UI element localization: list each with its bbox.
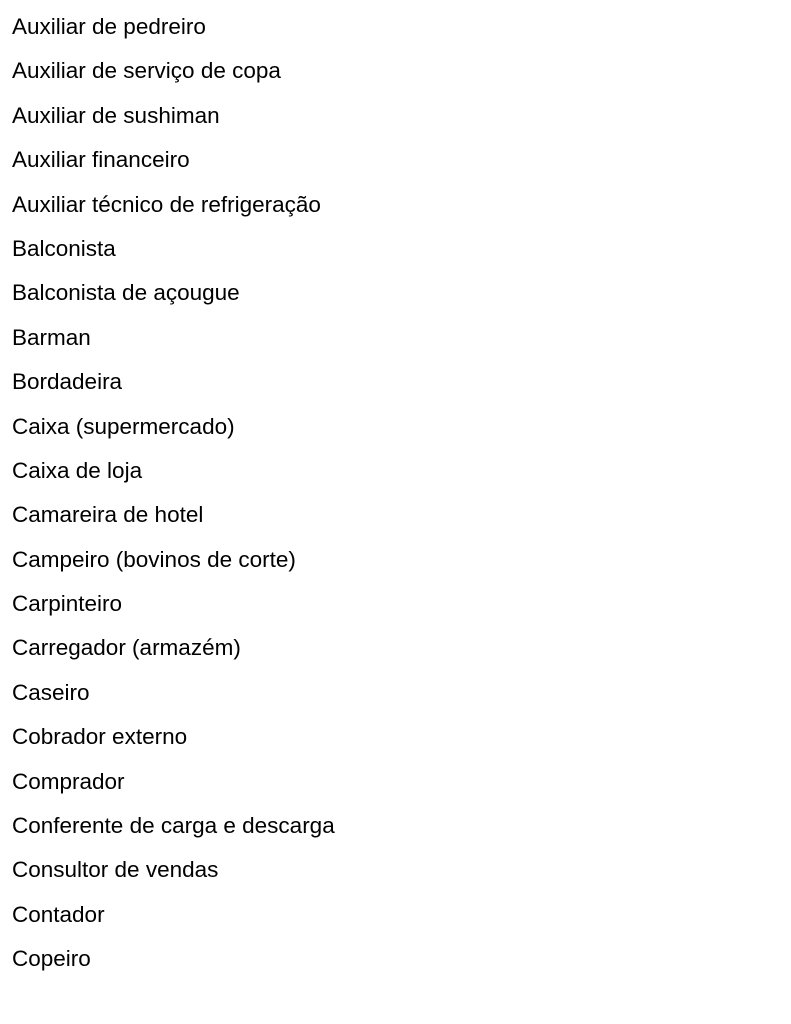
list-item: Caixa de loja — [12, 457, 143, 483]
list-item: Comprador — [12, 768, 125, 794]
list-item: Cobrador externo — [12, 724, 188, 750]
list-item: Consultor de vendas — [12, 857, 219, 883]
list-item: Caseiro — [12, 679, 90, 705]
list-item: Caixa (supermercado) — [12, 413, 235, 439]
list-item: Camareira de hotel — [12, 502, 204, 528]
job-title-list — [12, 5, 335, 982]
list-item: Contador — [12, 901, 105, 927]
list-item: Auxiliar de pedreiro — [12, 14, 206, 39]
list-item: Conferente de carga e descarga — [12, 813, 335, 839]
list-item: Auxiliar de serviço de copa — [12, 58, 281, 84]
list-item: Auxiliar de sushiman — [12, 102, 220, 128]
list-item: Campeiro (bovinos de corte) — [12, 546, 296, 572]
list-item: Barman — [12, 324, 91, 350]
list-item: Balconista — [12, 235, 116, 261]
list-item: Bordadeira — [12, 369, 123, 395]
list-item: Auxiliar financeiro — [12, 147, 190, 173]
list-item: Balconista de açougue — [12, 280, 240, 306]
list-item: Auxiliar técnico de refrigeração — [12, 191, 321, 217]
list-item: Carregador (armazém) — [12, 635, 241, 661]
list-item: Copeiro — [12, 946, 91, 972]
list-item: Carpinteiro — [12, 591, 123, 617]
